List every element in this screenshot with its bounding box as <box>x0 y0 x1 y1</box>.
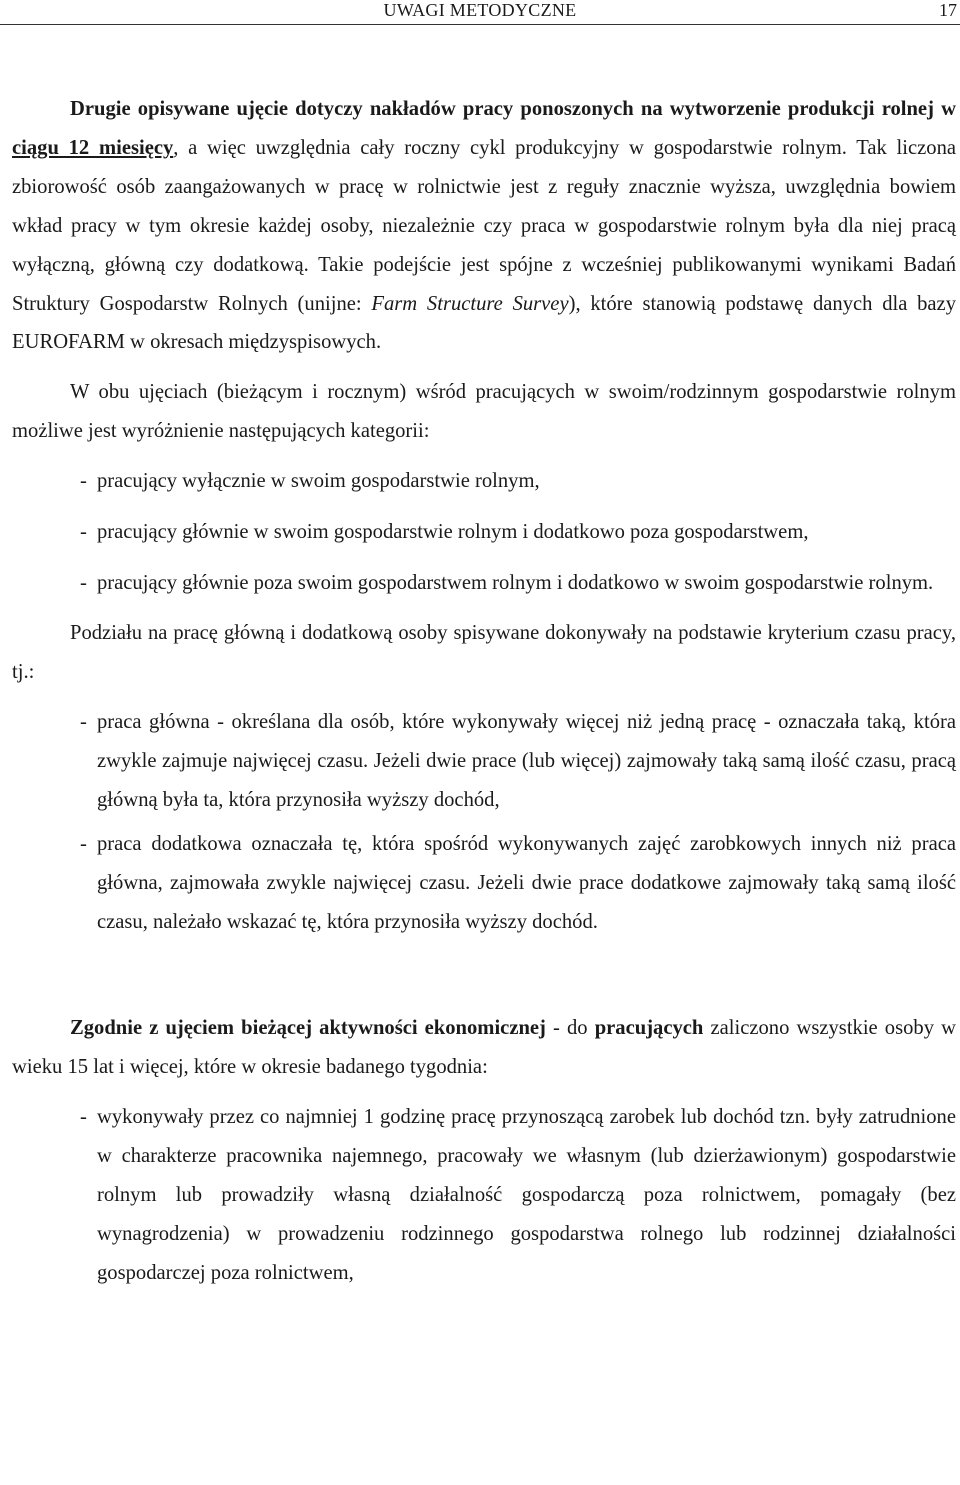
list-item <box>12 564 956 603</box>
list-item-text: wykonywały przez co najmniej 1 godzinę pracę przynoszącą zarobek lub dochód tzn. były zatrudnione w charakterze pracownika najemnego, pracowały we własnym (lub dzierżawionym) gospodarstwie rolnym lub prowadziły własną działalność gospodarczą poza rolnictwem, pomagały (bez wynagrodzenia) w prowadzeniu rodzinnego gospodarstwa rolnego lub rodzinnej działalności gospodarczej poza rolnictwem, <box>97 1105 956 1284</box>
list-dash: - <box>80 710 87 733</box>
paragraph-current-activity <box>12 1009 956 1087</box>
employed-criteria-list <box>12 1098 956 1293</box>
list-item <box>12 462 956 501</box>
bold-lead: Drugie opisywane ujęcie dotyczy nakładów pracy ponoszonych na wytworzenie produkcji rolnej w <box>70 98 956 120</box>
page-number: 17 <box>939 0 957 20</box>
paragraph-categories-intro: W obu ujęciach (bieżącym i rocznym) wśród pracujących w swoim/rodzinnym gospodarstwie rolnym możliwe jest wyróżnienie następujących kategorii: <box>12 381 956 443</box>
bold-underlined-term: ciągu 12 miesięcy <box>12 136 174 159</box>
categories-list <box>12 462 956 603</box>
paragraph-text: , a więc uwzględnia cały roczny cykl produkcyjny w gospodarstwie rolnym. Tak liczona zbiorowość osób zaangażowanych w pracę w rolnictwie jest z reguły znacznie wyższa, uwzględnia bowiem wkład pracy w tym okresie każdej osoby, niezależnie czy praca w gospodarstwie rolnym była dla niej pracą wyłączną, główną czy dodatkową. Takie podejście jest spójne z wcześniej publikowanymi wynikami Badań Struktury Gospodarstw Rolnych (unijne: <box>12 136 957 315</box>
italic-term: Farm Structure Survey <box>371 292 569 315</box>
bold-lead: Zgodnie z ujęciem bieżącej aktywności ekonomicznej <box>70 1017 546 1040</box>
paragraph-annual-approach <box>12 90 956 362</box>
list-item-text: pracujący głównie w swoim gospodarstwie rolnym i dodatkowo poza gospodarstwem, <box>97 521 809 544</box>
paragraph-text-end: ), które stanowią podstawę danych dla bazy EUROFARM w okresach międzyspisowych. <box>12 292 956 354</box>
list-dash: - <box>80 521 87 544</box>
running-header <box>0 0 960 25</box>
list-dash: - <box>80 1105 87 1128</box>
list-item-text: pracujący wyłącznie w swoim gospodarstwie rolnym, <box>97 470 540 493</box>
paragraph-text: - do <box>545 1017 595 1040</box>
list-item <box>12 1098 956 1293</box>
paragraph-work-division: Podziału na pracę główną i dodatkową osoby spisywane dokonywały na podstawie kryterium czasu pracy, tj.: <box>12 621 956 683</box>
list-dash: - <box>80 470 87 493</box>
list-item <box>12 825 956 942</box>
list-dash: - <box>80 833 87 856</box>
work-type-list <box>12 703 956 942</box>
bold-term: pracujących <box>594 1017 704 1040</box>
header-title: UWAGI METODYCZNE <box>383 0 577 20</box>
list-item <box>12 513 956 552</box>
document-body <box>12 90 956 1292</box>
list-dash: - <box>80 571 87 594</box>
list-item-text: praca dodatkowa oznaczała tę, która spośród wykonywanych zajęć zarobkowych innych niż praca główna, zajmowała zwykle najwięcej czasu. Jeżeli dwie prace dodatkowe zajmowały taką samą ilość czasu, należało wskazać tę, która przynosiła wyższy dochód. <box>97 833 956 934</box>
list-item <box>12 703 956 820</box>
list-item-text: pracujący głównie poza swoim gospodarstwem rolnym i dodatkowo w swoim gospodarstwie rolnym. <box>97 571 934 594</box>
paragraph-text-end: zaliczono wszystkie osoby w wieku 15 lat i więcej, które w okresie badanego tygodnia: <box>12 1017 956 1079</box>
list-item-text: praca główna - określana dla osób, które wykonywały więcej niż jedną pracę - oznaczała taką, która zwykle zajmuje najwięcej czasu. Jeżeli dwie prace (lub więcej) zajmowały taką samą ilość czasu, pracą główną była ta, która przynosiła wyższy dochód, <box>97 710 956 811</box>
